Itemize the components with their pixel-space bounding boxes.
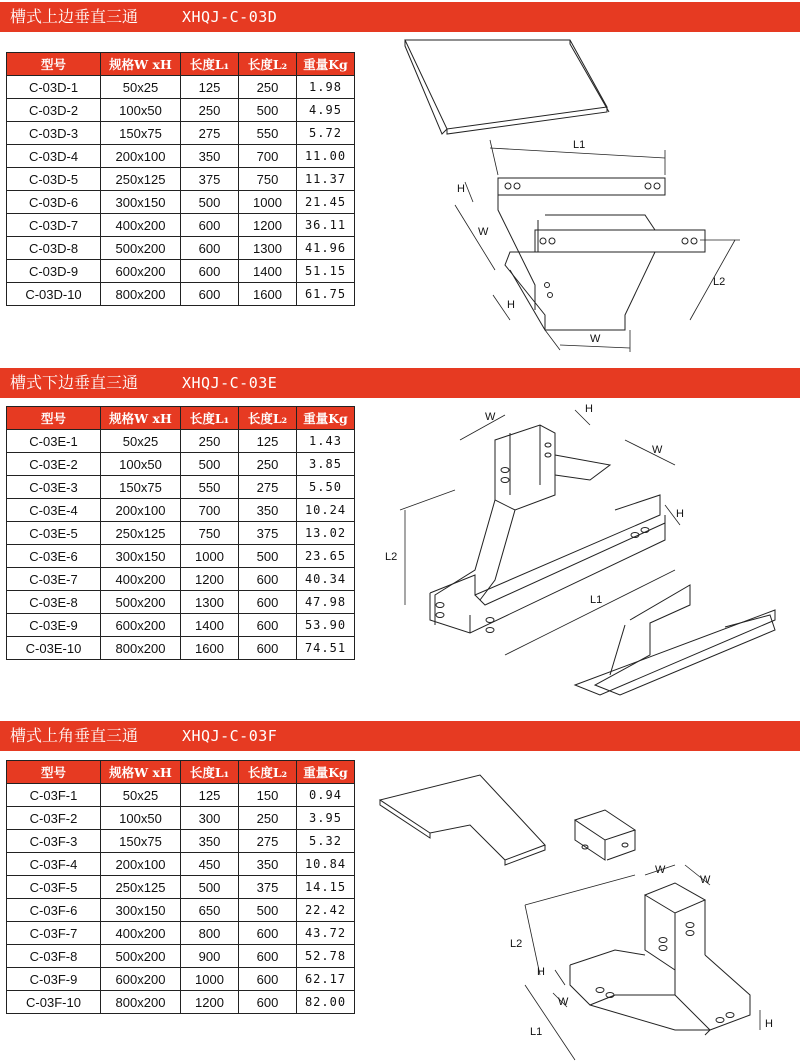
cell-spec: 250x125 [101, 876, 181, 899]
cell-l1: 125 [181, 76, 239, 99]
cell-model: C-03D-1 [7, 76, 101, 99]
cell-l1: 800 [181, 922, 239, 945]
cell-spec: 500x200 [101, 945, 181, 968]
section-title-bar [0, 721, 800, 751]
cell-l2: 250 [239, 453, 297, 476]
cell-model: C-03E-7 [7, 568, 101, 591]
cell-l2: 1200 [239, 214, 297, 237]
table-row [7, 568, 355, 591]
cell-l1: 450 [181, 853, 239, 876]
cell-l2: 125 [239, 430, 297, 453]
section-03e [0, 365, 800, 715]
dim-label-l1: L1 [530, 1026, 543, 1038]
table-row [7, 784, 355, 807]
cell-weight: 1.43 [297, 430, 355, 453]
cell-l2: 600 [239, 922, 297, 945]
cell-l1: 1200 [181, 991, 239, 1014]
col-header-l2: 长度L₂ [239, 53, 297, 76]
cell-l1: 1000 [181, 545, 239, 568]
dim-label-w: W [700, 874, 711, 886]
cell-model: C-03D-9 [7, 260, 101, 283]
dim-label-h: H [765, 1018, 773, 1030]
section-title-bar [0, 368, 800, 398]
col-header-l1: 长度L₁ [181, 407, 239, 430]
cell-model: C-03F-5 [7, 876, 101, 899]
col-header-spec: 规格W xH [101, 761, 181, 784]
cell-spec: 400x200 [101, 922, 181, 945]
cell-spec: 800x200 [101, 283, 181, 306]
section-title-bar [0, 2, 800, 32]
col-header-model: 型号 [7, 761, 101, 784]
dim-label-w: W [655, 864, 666, 876]
cell-spec: 150x75 [101, 830, 181, 853]
cell-l2: 350 [239, 853, 297, 876]
col-header-l1: 长度L₁ [181, 53, 239, 76]
cell-spec: 100x50 [101, 453, 181, 476]
cell-spec: 50x25 [101, 784, 181, 807]
cell-l2: 700 [239, 145, 297, 168]
cell-weight: 62.17 [297, 968, 355, 991]
cell-spec: 600x200 [101, 260, 181, 283]
cell-l2: 600 [239, 968, 297, 991]
cell-spec: 600x200 [101, 614, 181, 637]
cell-spec: 600x200 [101, 968, 181, 991]
dim-label-l1: L1 [573, 139, 586, 151]
cell-model: C-03E-5 [7, 522, 101, 545]
cell-weight: 52.78 [297, 945, 355, 968]
cell-weight: 5.32 [297, 830, 355, 853]
cell-weight: 3.95 [297, 807, 355, 830]
cell-weight: 53.90 [297, 614, 355, 637]
cell-model: C-03D-4 [7, 145, 101, 168]
dim-label-h: H [585, 403, 593, 415]
col-header-weight: 重量Kg [297, 407, 355, 430]
table-row [7, 853, 355, 876]
cell-l1: 600 [181, 214, 239, 237]
dim-label-h: H [507, 299, 515, 311]
cell-l1: 600 [181, 260, 239, 283]
cell-l2: 250 [239, 76, 297, 99]
col-header-l2: 长度L₂ [239, 761, 297, 784]
cell-spec: 800x200 [101, 991, 181, 1014]
section-code: XHQJ-C-03D [182, 8, 278, 26]
table-row [7, 614, 355, 637]
cell-spec: 50x25 [101, 430, 181, 453]
dim-label-w: W [590, 333, 601, 345]
table-row [7, 430, 355, 453]
cell-l1: 700 [181, 499, 239, 522]
cell-spec: 100x50 [101, 99, 181, 122]
cell-model: C-03D-5 [7, 168, 101, 191]
cell-weight: 0.94 [297, 784, 355, 807]
cell-l1: 500 [181, 191, 239, 214]
cell-l1: 275 [181, 122, 239, 145]
cell-model: C-03F-10 [7, 991, 101, 1014]
cell-model: C-03E-6 [7, 545, 101, 568]
dim-label-w: W [485, 411, 496, 423]
table-row [7, 830, 355, 853]
table-row [7, 522, 355, 545]
diagram-03d [395, 30, 800, 365]
section-code: XHQJ-C-03F [182, 727, 278, 745]
table-row [7, 945, 355, 968]
dim-label-l1: L1 [590, 594, 603, 606]
table-row [7, 968, 355, 991]
col-header-l1: 长度L₁ [181, 761, 239, 784]
cell-spec: 300x150 [101, 191, 181, 214]
cell-l1: 1600 [181, 637, 239, 660]
cell-l1: 500 [181, 453, 239, 476]
cell-l1: 1400 [181, 614, 239, 637]
cell-model: C-03F-8 [7, 945, 101, 968]
cell-l2: 600 [239, 591, 297, 614]
cell-spec: 300x150 [101, 545, 181, 568]
table-row [7, 214, 355, 237]
cell-weight: 11.37 [297, 168, 355, 191]
table-row [7, 637, 355, 660]
cell-weight: 41.96 [297, 237, 355, 260]
table-row [7, 237, 355, 260]
cell-weight: 74.51 [297, 637, 355, 660]
cell-l2: 600 [239, 991, 297, 1014]
cell-spec: 200x100 [101, 853, 181, 876]
dim-label-h: H [537, 966, 545, 978]
cell-model: C-03E-8 [7, 591, 101, 614]
cell-model: C-03E-9 [7, 614, 101, 637]
cell-l1: 600 [181, 283, 239, 306]
cell-model: C-03F-6 [7, 899, 101, 922]
cell-weight: 10.24 [297, 499, 355, 522]
table-row [7, 922, 355, 945]
cell-l1: 650 [181, 899, 239, 922]
cell-l2: 1000 [239, 191, 297, 214]
cell-spec: 200x100 [101, 499, 181, 522]
cell-weight: 14.15 [297, 876, 355, 899]
diagram-03e [380, 395, 795, 725]
col-header-model: 型号 [7, 53, 101, 76]
col-header-model: 型号 [7, 407, 101, 430]
section-code: XHQJ-C-03E [182, 374, 278, 392]
col-header-spec: 规格W xH [101, 53, 181, 76]
cell-model: C-03E-2 [7, 453, 101, 476]
cell-l2: 250 [239, 807, 297, 830]
cell-l1: 600 [181, 237, 239, 260]
section-03d [0, 0, 800, 360]
table-row [7, 545, 355, 568]
table-row [7, 876, 355, 899]
cell-l2: 550 [239, 122, 297, 145]
diagram-03f [375, 765, 795, 1064]
cell-spec: 250x125 [101, 168, 181, 191]
cell-weight: 40.34 [297, 568, 355, 591]
cell-l2: 1300 [239, 237, 297, 260]
cell-weight: 11.00 [297, 145, 355, 168]
cell-model: C-03D-3 [7, 122, 101, 145]
table-row [7, 283, 355, 306]
section-title: 槽式上边垂直三通 [10, 7, 139, 26]
cell-model: C-03F-7 [7, 922, 101, 945]
table-row [7, 99, 355, 122]
section-title: 槽式上角垂直三通 [10, 726, 139, 745]
section-title: 槽式下边垂直三通 [10, 373, 139, 392]
cell-model: C-03F-9 [7, 968, 101, 991]
table-row [7, 591, 355, 614]
cell-spec: 400x200 [101, 568, 181, 591]
dim-label-h: H [676, 508, 684, 520]
table-row [7, 899, 355, 922]
table-row [7, 991, 355, 1014]
cell-model: C-03D-2 [7, 99, 101, 122]
cell-model: C-03F-2 [7, 807, 101, 830]
cell-model: C-03E-10 [7, 637, 101, 660]
dim-label-w: W [478, 226, 489, 238]
cell-l1: 125 [181, 784, 239, 807]
table-row [7, 191, 355, 214]
col-header-weight: 重量Kg [297, 53, 355, 76]
cell-l2: 600 [239, 614, 297, 637]
cell-l2: 375 [239, 876, 297, 899]
dim-label-w: W [652, 444, 663, 456]
cell-spec: 150x75 [101, 476, 181, 499]
cell-l1: 1300 [181, 591, 239, 614]
cell-spec: 100x50 [101, 807, 181, 830]
dim-label-l2: L2 [713, 276, 726, 288]
cell-spec: 200x100 [101, 145, 181, 168]
cell-weight: 1.98 [297, 76, 355, 99]
cell-l2: 375 [239, 522, 297, 545]
cell-l2: 1400 [239, 260, 297, 283]
cell-weight: 23.65 [297, 545, 355, 568]
spec-table [6, 760, 355, 1014]
cell-weight: 82.00 [297, 991, 355, 1014]
cell-l1: 900 [181, 945, 239, 968]
cell-weight: 3.85 [297, 453, 355, 476]
cell-l2: 750 [239, 168, 297, 191]
table-row [7, 476, 355, 499]
cell-l1: 250 [181, 430, 239, 453]
cell-l2: 500 [239, 899, 297, 922]
cell-l2: 500 [239, 545, 297, 568]
cell-l2: 275 [239, 830, 297, 853]
cell-l1: 300 [181, 807, 239, 830]
table-row [7, 499, 355, 522]
cell-l2: 500 [239, 99, 297, 122]
dim-label-l2: L2 [385, 551, 398, 563]
cell-weight: 4.95 [297, 99, 355, 122]
cell-spec: 500x200 [101, 237, 181, 260]
table-row [7, 168, 355, 191]
cell-l1: 350 [181, 145, 239, 168]
cell-weight: 5.50 [297, 476, 355, 499]
cell-l2: 600 [239, 637, 297, 660]
cell-spec: 150x75 [101, 122, 181, 145]
cell-l1: 1200 [181, 568, 239, 591]
cell-model: C-03F-3 [7, 830, 101, 853]
cell-model: C-03D-8 [7, 237, 101, 260]
col-header-l2: 长度L₂ [239, 407, 297, 430]
cell-l1: 250 [181, 99, 239, 122]
cell-model: C-03F-1 [7, 784, 101, 807]
cell-model: C-03D-10 [7, 283, 101, 306]
cell-spec: 250x125 [101, 522, 181, 545]
cell-l2: 1600 [239, 283, 297, 306]
table-row [7, 453, 355, 476]
cell-weight: 47.98 [297, 591, 355, 614]
cell-l1: 500 [181, 876, 239, 899]
cell-l1: 750 [181, 522, 239, 545]
table-row [7, 145, 355, 168]
cell-l1: 550 [181, 476, 239, 499]
cell-spec: 400x200 [101, 214, 181, 237]
cell-l1: 1000 [181, 968, 239, 991]
cell-l2: 275 [239, 476, 297, 499]
cell-spec: 800x200 [101, 637, 181, 660]
cell-model: C-03F-4 [7, 853, 101, 876]
table-row [7, 76, 355, 99]
cell-weight: 13.02 [297, 522, 355, 545]
spec-table [6, 406, 355, 660]
cell-model: C-03D-7 [7, 214, 101, 237]
cell-model: C-03E-3 [7, 476, 101, 499]
table-row [7, 260, 355, 283]
cell-weight: 51.15 [297, 260, 355, 283]
cell-spec: 50x25 [101, 76, 181, 99]
cell-l2: 150 [239, 784, 297, 807]
cell-model: C-03E-1 [7, 430, 101, 453]
cell-l2: 600 [239, 945, 297, 968]
cell-weight: 5.72 [297, 122, 355, 145]
dim-label-l2: L2 [510, 938, 523, 950]
cell-spec: 500x200 [101, 591, 181, 614]
table-row [7, 807, 355, 830]
cell-weight: 10.84 [297, 853, 355, 876]
cell-l2: 350 [239, 499, 297, 522]
dim-label-h: H [457, 183, 465, 195]
cell-weight: 21.45 [297, 191, 355, 214]
cell-spec: 300x150 [101, 899, 181, 922]
cell-l1: 350 [181, 830, 239, 853]
dim-label-w: W [558, 996, 569, 1008]
cell-model: C-03E-4 [7, 499, 101, 522]
section-03f [0, 715, 800, 1064]
cell-model: C-03D-6 [7, 191, 101, 214]
cell-l2: 600 [239, 568, 297, 591]
col-header-weight: 重量Kg [297, 761, 355, 784]
cell-weight: 43.72 [297, 922, 355, 945]
cell-weight: 61.75 [297, 283, 355, 306]
cell-l1: 375 [181, 168, 239, 191]
table-row [7, 122, 355, 145]
spec-table [6, 52, 355, 306]
col-header-spec: 规格W xH [101, 407, 181, 430]
cell-weight: 36.11 [297, 214, 355, 237]
cell-weight: 22.42 [297, 899, 355, 922]
